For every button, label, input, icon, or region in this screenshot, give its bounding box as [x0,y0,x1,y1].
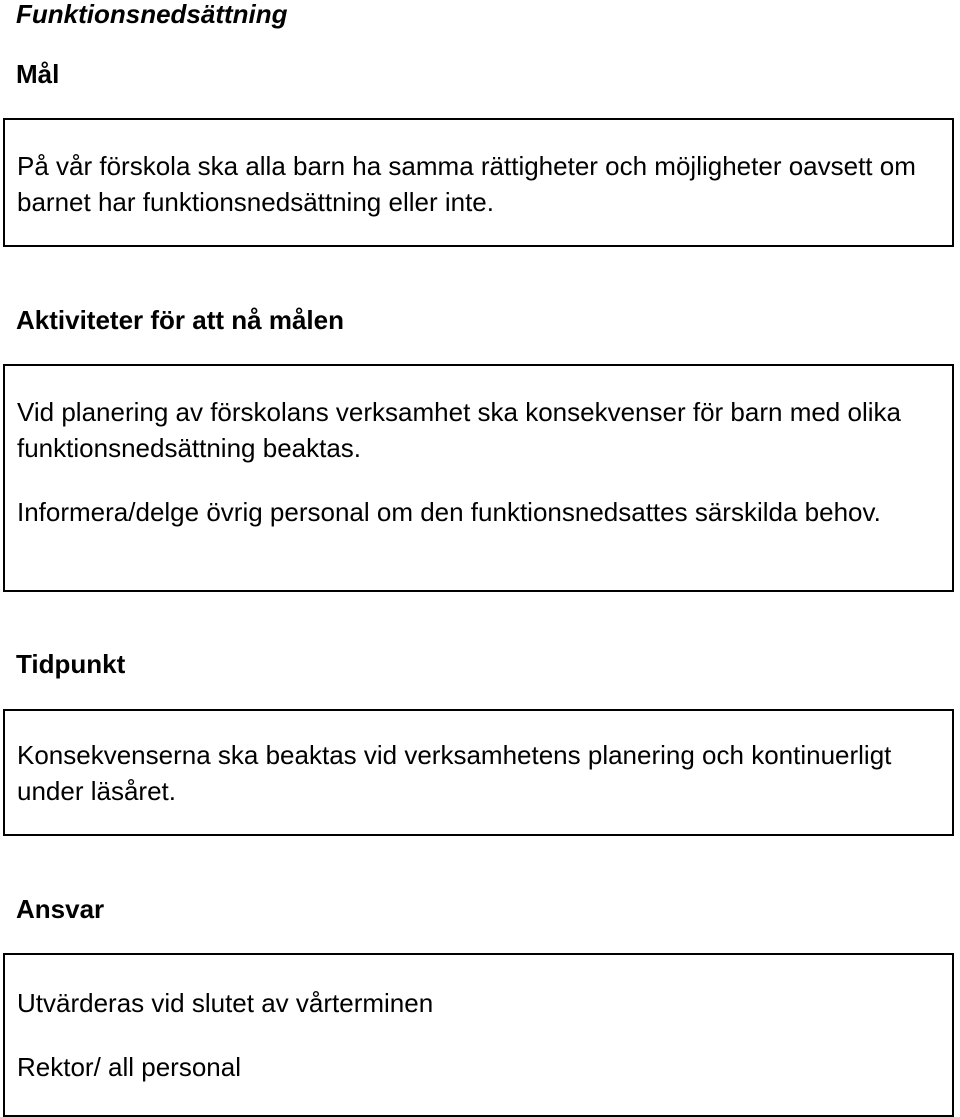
section-heading-tidpunkt: Tidpunkt [16,649,126,679]
section-paragraph: På vår förskola ska alla barn ha samma rättigheter och möjligheter oavsett om barnet har funktionsnedsättning eller inte. [17,151,916,217]
section-paragraph: Vid planering av förskolans verksamhet ska konsekvenser för barn med olika funktionsnedsättning beaktas. [17,397,901,463]
section-paragraph: Konsekvenserna ska beaktas vid verksamhetens planering och kontinuerligt under läsåret. [17,740,892,806]
section-paragraph: Utvärderas vid slutet av vårterminen [17,988,434,1018]
section-paragraph: Rektor/ all personal [17,1052,241,1082]
section-box-tidpunkt [3,709,954,836]
section-box-mal [3,118,954,247]
section-heading-ansvar: Ansvar [16,894,105,924]
document-title: Funktionsnedsättning [16,0,288,29]
section-box-ansvar [3,953,954,1117]
section-paragraph: Informera/delge övrig personal om den funktionsnedsattes särskilda behov. [17,497,881,527]
section-heading-mal: Mål [16,59,60,89]
section-heading-aktiviteter: Aktiviteter för att nå målen [16,305,344,335]
section-box-aktiviteter [3,364,954,592]
